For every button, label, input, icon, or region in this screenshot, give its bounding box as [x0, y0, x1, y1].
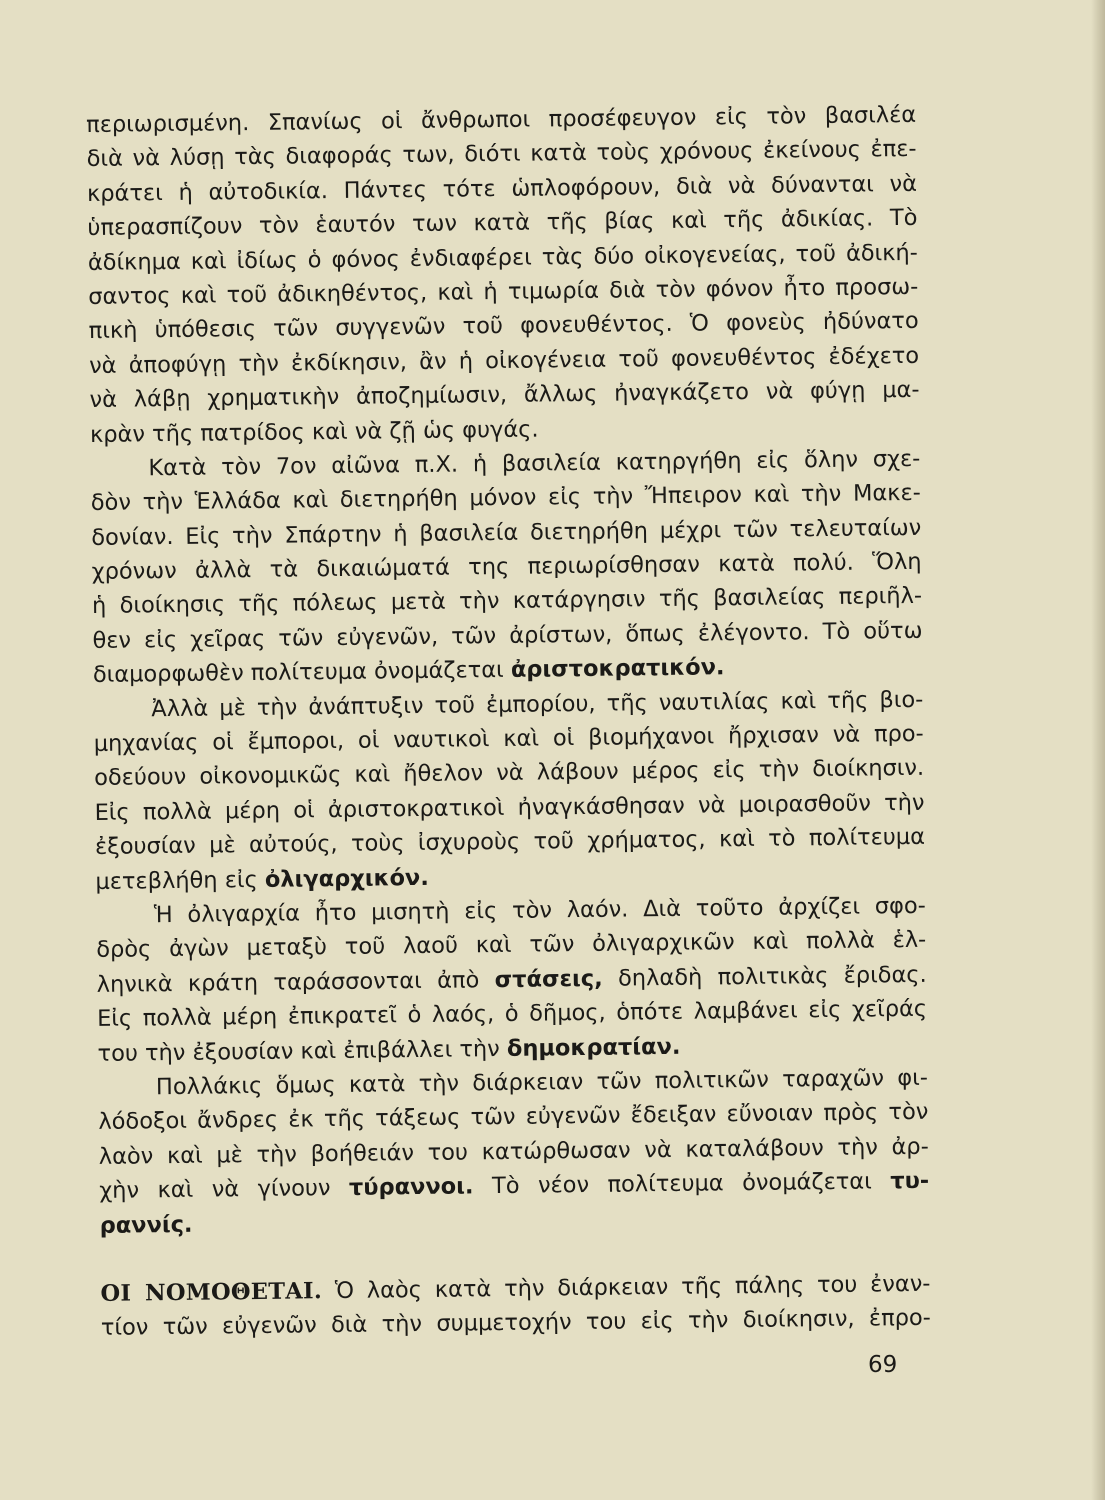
- text-line: πικὴ ὑπόθεσις τῶν συγγενῶν τοῦ φονευθέντος. Ὁ φονεὺς ἠδύνατο: [88, 308, 919, 345]
- text-line: λόδοξοι ἄνδρες ἐκ τῆς τάξεως τῶν εὐγενῶν ἔδειξαν εὔνοιαν πρὸς τὸν: [98, 1099, 929, 1136]
- text-line: διὰ νὰ λύσῃ τὰς διαφοράς των, διότι κατὰ τοὺς χρόνους ἐκείνους ἐπε-: [86, 136, 917, 173]
- text-line: οδεύουν οἰκονομικῶς καὶ ἤθελον νὰ λάβουν μέρος εἰς τὴν διοίκησιν.: [94, 755, 925, 792]
- text-line: ἡ διοίκησις τῆς πόλεως μετὰ τὴν κατάργησιν τῆς βασιλείας περιῆλ-: [91, 583, 923, 620]
- text-line: τίον τῶν εὐγενῶν διὰ τὴν συμμετοχήν του εἰς τὴν διοίκησιν, ἐπρο-: [100, 1305, 932, 1342]
- text-line: Ἡ ὀλιγαρχία ἦτο μισητὴ εἰς τὸν λαόν. Διὰ τοῦτο ἀρχίζει σφο-: [153, 892, 926, 929]
- emphasis-term: ὀλιγαρχικόν.: [264, 864, 429, 893]
- text-line: κράτει ἡ αὐτοδικία. Πάντες τότε ὡπλοφόρουν, διὰ νὰ δύνανται νὰ: [86, 170, 918, 207]
- text-line: κρὰν τῆς πατρίδος καὶ νὰ ζῇ ὡς φυγάς.: [89, 416, 539, 448]
- text-run: μετεβλήθη εἰς: [95, 866, 258, 895]
- text-run: Ὁ λαὸς κατὰ τὴν διάρκειαν τῆς πάλης του ἐναν-: [334, 1270, 931, 1304]
- text-run: διαμορφωθὲν πολίτευμα ὀνομάζεται: [92, 657, 504, 689]
- text-line: δὸν τὴν Ἑλλάδα καὶ διετηρήθη μόνον εἰς τὴν Ἤπειρον καὶ τὴν Μακε-: [90, 480, 921, 517]
- text-run: χὴν καὶ νὰ γίνουν: [99, 1175, 331, 1205]
- text-line: Εἰς πολλὰ μέρη ἐπικρατεῖ ὁ λαός, ὁ δῆμος, ὁπότε λαμβάνει εἰς χεῖράς: [96, 995, 928, 1033]
- emphasis-term: ἀριστοκρατικόν.: [510, 654, 725, 684]
- text-line: δονίαν. Εἰς τὴν Σπάρτην ἡ βασιλεία διετηρήθη μέχρι τῶν τελευταίων: [91, 514, 922, 551]
- text-line: ἐξουσίαν μὲ αὐτούς, τοὺς ἰσχυροὺς τοῦ χρήματος, καὶ τὸ πολίτευμα: [94, 824, 926, 861]
- text-line: Πολλάκις ὅμως κατὰ τὴν διάρκειαν τῶν πολιτικῶν ταραχῶν φι-: [155, 1064, 929, 1101]
- text-line: δρὸς ἀγὼν μεταξὺ τοῦ λαοῦ καὶ τῶν ὀλιγαρχικῶν καὶ πολλὰ ἑλ-: [96, 927, 927, 964]
- text-line: Ἀλλὰ μὲ τὴν ἀνάπτυξιν τοῦ ἐμπορίου, τῆς ναυτιλίας καὶ τῆς βιο-: [151, 686, 924, 722]
- text-line: λαὸν καὶ μὲ τὴν βοήθειάν του κατώρθωσαν νὰ καταλάβουν τὴν ἀρ-: [98, 1133, 929, 1170]
- text-line: ὑπερασπίζουν τὸν ἑαυτόν των κατὰ τῆς βίας καὶ τῆς ἀδικίας. Τὸ: [87, 205, 918, 242]
- text-line: ἀδίκημα καὶ ἰδίως ὁ φόνος ἐνδιαφέρει τὰς δύο οἰκογενείας, τοῦ ἀδική-: [87, 239, 918, 276]
- text-run: Τὸ νέον πολίτευμα ὀνομάζεται: [491, 1168, 872, 1200]
- emphasis-term: ραννίς.: [99, 1211, 193, 1239]
- text-run: ληνικὰ κράτη ταράσσονται ἀπὸ: [96, 967, 480, 998]
- text-line: θεν εἰς χεῖρας τῶν εὐγενῶν, τῶν ἀρίστων, ὅπως ἐλέγοντο. Τὸ οὕτω: [92, 617, 923, 654]
- text-line: σαντος καὶ τοῦ ἀδικηθέντος, καὶ ἡ τιμωρία διὰ τὸν φόνον ἦτο προσω-: [88, 273, 919, 310]
- body-text: [86, 98, 931, 1346]
- emphasis-term: δημοκρατίαν.: [506, 1033, 681, 1062]
- text-line: Κατὰ τὸν 7ον αἰῶνα π.Χ. ἡ βασιλεία κατηργήθη εἰς ὅλην σχε-: [148, 445, 921, 482]
- text-run: δηλαδὴ πολιτικὰς ἔριδας.: [617, 961, 927, 992]
- text-line: μηχανίας οἱ ἔμποροι, οἱ ναυτικοὶ καὶ οἱ βιομήχανοι ἤρχισαν νὰ προ-: [93, 720, 924, 757]
- text-line: νὰ λάβῃ χρηματικὴν ἀποζημίωσιν, ἄλλως ἠναγκάζετο νὰ φύγῃ μα-: [89, 376, 920, 414]
- page-edge-shadow: [1091, 0, 1105, 1500]
- text-run: του τὴν ἐξουσίαν καὶ ἐπιβάλλει τὴν: [97, 1035, 500, 1067]
- emphasis-term: στάσεις,: [494, 965, 603, 993]
- text-line: Εἰς πολλὰ μέρη οἱ ἀριστοκρατικοὶ ἠναγκάσθησαν νὰ μοιρασθοῦν τὴν: [94, 789, 925, 826]
- text-line: χρόνων ἀλλὰ τὰ δικαιώματά της περιωρίσθησαν κατὰ πολύ. Ὅλη: [91, 548, 922, 586]
- page-number: 69: [868, 1352, 898, 1378]
- emphasis-term: τυ-: [890, 1167, 930, 1195]
- emphasis-term: τύραννοι.: [348, 1173, 474, 1201]
- text-line: περιωρισμένη. Σπανίως οἱ ἄνθρωποι προσέφευγον εἰς τὸν βασιλέα: [86, 101, 917, 138]
- section-heading: ΟΙ ΝΟΜΟΘΕΤΑΙ.: [100, 1278, 323, 1307]
- text-line: νὰ ἀποφύγῃ τὴν ἐκδίκησιν, ἂν ἡ οἰκογένεια τοῦ φονευθέντος ἐδέχετο: [88, 342, 920, 379]
